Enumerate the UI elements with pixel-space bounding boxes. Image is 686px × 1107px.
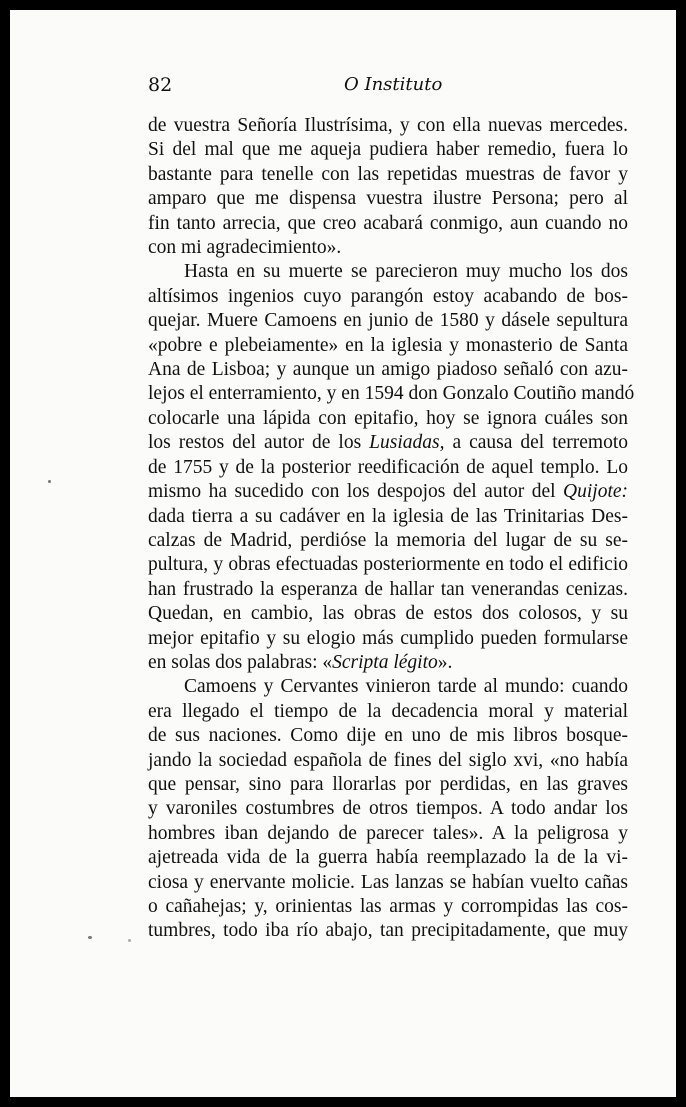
paragraph-1	[148, 114, 628, 260]
text-line: lejos el enterramiento, y en 1594 don Gonzalo Coutiño mandó	[148, 383, 635, 405]
text-line: Si del mal que me aqueja pudiera haber remedio, fuera lo	[148, 139, 628, 161]
text-line: fin tanto arrecia, que creo acabará conmigo, aun cuando no	[148, 212, 628, 234]
text-line: Hasta en su muerte se parecieron muy mucho los dos	[184, 261, 628, 283]
text-line: era llegado el tiempo de la decadencia moral y material	[148, 700, 628, 722]
text-line: de vuestra Señoría Ilustrísima, y con ella nuevas mercedes.	[148, 115, 628, 136]
scan-speck	[88, 936, 92, 939]
text-line: calzas de Madrid, perdióse la memoria del lugar de su se-	[148, 529, 628, 551]
text-line	[148, 480, 628, 504]
text-line: quejar. Muere Camoens en junio de 1580 y dásele sepultura	[148, 310, 628, 332]
page-number: 82	[148, 74, 173, 96]
text-line: de 1755 y de la posterior reedificación de aquel templo. Lo	[148, 456, 628, 478]
paragraph-2	[148, 260, 635, 675]
text-line: colocarle una lápida con epitafio, hoy se ignora cuáles son	[148, 407, 628, 429]
text-line	[148, 431, 628, 455]
text-line: altísimos ingenios cuyo parangón estoy acabando de bos-	[148, 285, 628, 307]
text-line: de sus naciones. Como dije en uno de mis libros bosque-	[148, 725, 628, 747]
book-page	[10, 10, 676, 1097]
text-line: con mi agradecimiento».	[148, 237, 342, 259]
text-segment: mismo ha sucedido con los despojos del autor del	[148, 481, 556, 503]
text-line: amparo que me dispensa vuestra ilustre Persona; pero al	[148, 188, 628, 210]
text-line: «pobre e plebeiamente» en la iglesia y monasterio de Santa	[148, 334, 628, 356]
body-text	[148, 114, 635, 944]
text-line: bastante para tenelle con las repetidas muestras de favor y	[148, 163, 628, 185]
text-line: hombres iban dejando de parecer tales». A la peligrosa y	[148, 822, 628, 844]
text-line: han frustrado la esperanza de hallar tan venerandas cenizas.	[148, 578, 628, 600]
text-line: mejor epitafio y su elogio más cumplido pueden formularse	[148, 627, 628, 649]
page-header	[148, 74, 628, 104]
text-line: y varoniles costumbres de otros tiempos. A todo andar los	[148, 798, 628, 820]
text-line	[148, 651, 628, 675]
text-segment: los restos del autor de los	[148, 432, 362, 454]
text-segment: a causa del terremoto	[452, 432, 628, 454]
italic-title-lusiadas: Lusiadas,	[369, 432, 445, 454]
text-line: Camoens y Cervantes vinieron tarde al mundo: cuando	[184, 676, 628, 698]
scan-speck	[128, 939, 131, 942]
text-line: Quedan, en cambio, las obras de estos dos colosos, y su	[148, 603, 628, 625]
text-line: ciosa y enervante molicie. Las lanzas se habían vuelto cañas	[148, 871, 628, 893]
text-line: tumbres, todo iba río abajo, tan precipitadamente, que muy	[148, 920, 628, 942]
text-line: dada tierra a su cadáver en la iglesia de las Trinitarias Des-	[148, 505, 628, 527]
text-line: que pensar, sino para llorarlas por perdidas, en las graves	[148, 773, 628, 795]
text-segment: en solas dos palabras: «	[148, 651, 333, 673]
text-line: pultura, y obras efectuadas posteriormente en todo el edificio	[148, 554, 628, 576]
text-segment: ».	[437, 651, 453, 673]
text-line: Ana de Lisboa; y aunque un amigo piadoso señaló con azu-	[148, 359, 628, 381]
paragraph-3	[148, 675, 628, 943]
italic-title-quijote: Quijote:	[563, 481, 629, 503]
scan-speck	[48, 480, 51, 483]
text-line: o cañahejas; y, orinientas las armas y corrompidas las cos-	[148, 896, 628, 917]
italic-phrase-scripta: Scripta légito	[332, 651, 438, 673]
running-title: O Instituto	[344, 74, 443, 95]
text-line: ajetreada vida de la guerra había reemplazado la de la vi-	[148, 847, 628, 869]
text-line: jando la sociedad española de fines del siglo xvi, «no había	[148, 749, 628, 771]
